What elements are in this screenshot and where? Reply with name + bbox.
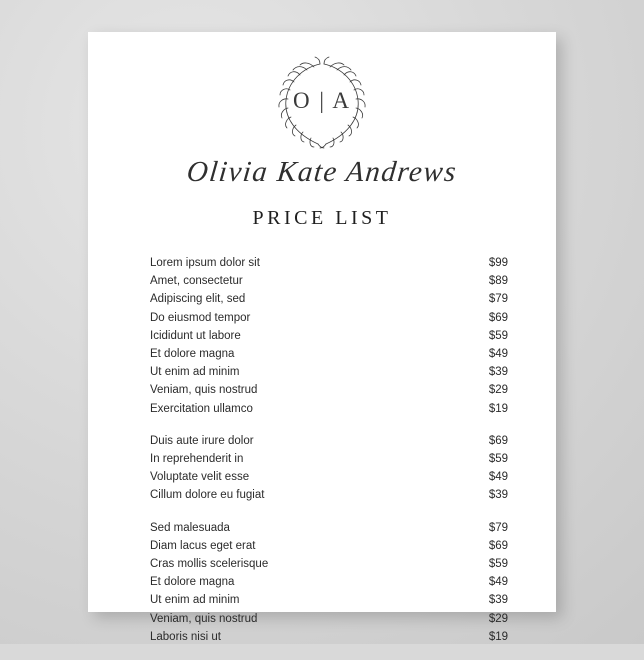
list-item (150, 537, 508, 555)
item-price: $59 (488, 453, 508, 466)
list-item (150, 591, 508, 609)
price-list-body (150, 254, 508, 660)
item-name: Et dolore magna (150, 576, 235, 589)
item-name: Veniam, quis nostrud (150, 384, 258, 397)
item-name: Icididunt ut labore (150, 329, 241, 342)
monogram-letters: O | A (292, 88, 352, 113)
item-name: Sed malesuada (150, 521, 230, 534)
list-item (150, 400, 508, 418)
list-item (150, 363, 508, 381)
item-name: Voluptate velit esse (150, 471, 250, 484)
list-item (150, 450, 508, 468)
list-item (150, 345, 508, 363)
item-name: Laboris nisi ut (150, 630, 221, 643)
list-item (150, 628, 508, 646)
item-name: Et dolore magna (150, 348, 235, 361)
laurel-wreath-icon (262, 56, 382, 152)
item-price: $49 (488, 348, 508, 361)
list-item (150, 555, 508, 573)
item-name: Amet, consectetur (150, 275, 243, 288)
price-group (150, 432, 508, 505)
list-item (150, 290, 508, 308)
price-group (150, 254, 508, 418)
item-price: $59 (488, 329, 508, 342)
item-price: $99 (488, 257, 508, 269)
item-price: $39 (488, 489, 508, 502)
list-item (150, 432, 508, 450)
item-name: In reprehenderit in (150, 453, 244, 466)
item-price: $49 (488, 576, 508, 589)
poster-content (88, 32, 556, 643)
list-item (150, 309, 508, 327)
item-name: Exercitation ullamco (150, 402, 253, 415)
item-name: Do eiusmod tempor (150, 311, 251, 324)
item-name: Ut enim ad minim (150, 366, 240, 379)
list-item (150, 610, 508, 628)
item-price: $59 (488, 558, 508, 571)
item-name: Diam lacus eget erat (150, 539, 256, 552)
price-group (150, 519, 508, 646)
list-item (150, 254, 508, 272)
item-price: $69 (488, 539, 508, 552)
brand-name: Olivia Kate Andrews (185, 156, 459, 188)
item-name: Lorem ipsum dolor sit (150, 257, 260, 269)
monogram-block (88, 56, 556, 189)
list-item (150, 327, 508, 345)
item-name: Veniam, quis nostrud (150, 612, 258, 625)
item-price: $19 (488, 402, 508, 415)
list-item (150, 381, 508, 399)
item-name: Adipiscing elit, sed (150, 293, 246, 306)
page-title: PRICE LIST (252, 207, 392, 229)
item-price: $29 (488, 384, 508, 397)
item-name: Ut enim ad minim (150, 594, 240, 607)
item-price: $39 (488, 366, 508, 379)
item-price: $69 (488, 311, 508, 324)
item-name: Cras mollis scelerisque (150, 558, 269, 571)
list-item (150, 486, 508, 504)
item-price: $19 (488, 630, 508, 643)
list-item (150, 468, 508, 486)
list-item (150, 272, 508, 290)
item-price: $39 (488, 594, 508, 607)
item-price: $89 (488, 275, 508, 288)
list-item (150, 573, 508, 591)
item-name: Cillum dolore eu fugiat (150, 489, 265, 502)
list-item (150, 519, 508, 537)
price-list-poster (88, 32, 556, 643)
item-price: $79 (488, 293, 508, 306)
item-name: Duis aute irure dolor (150, 434, 254, 447)
item-price: $79 (488, 521, 508, 534)
item-price: $49 (488, 471, 508, 484)
item-price: $29 (488, 612, 508, 625)
item-price: $69 (488, 434, 508, 447)
